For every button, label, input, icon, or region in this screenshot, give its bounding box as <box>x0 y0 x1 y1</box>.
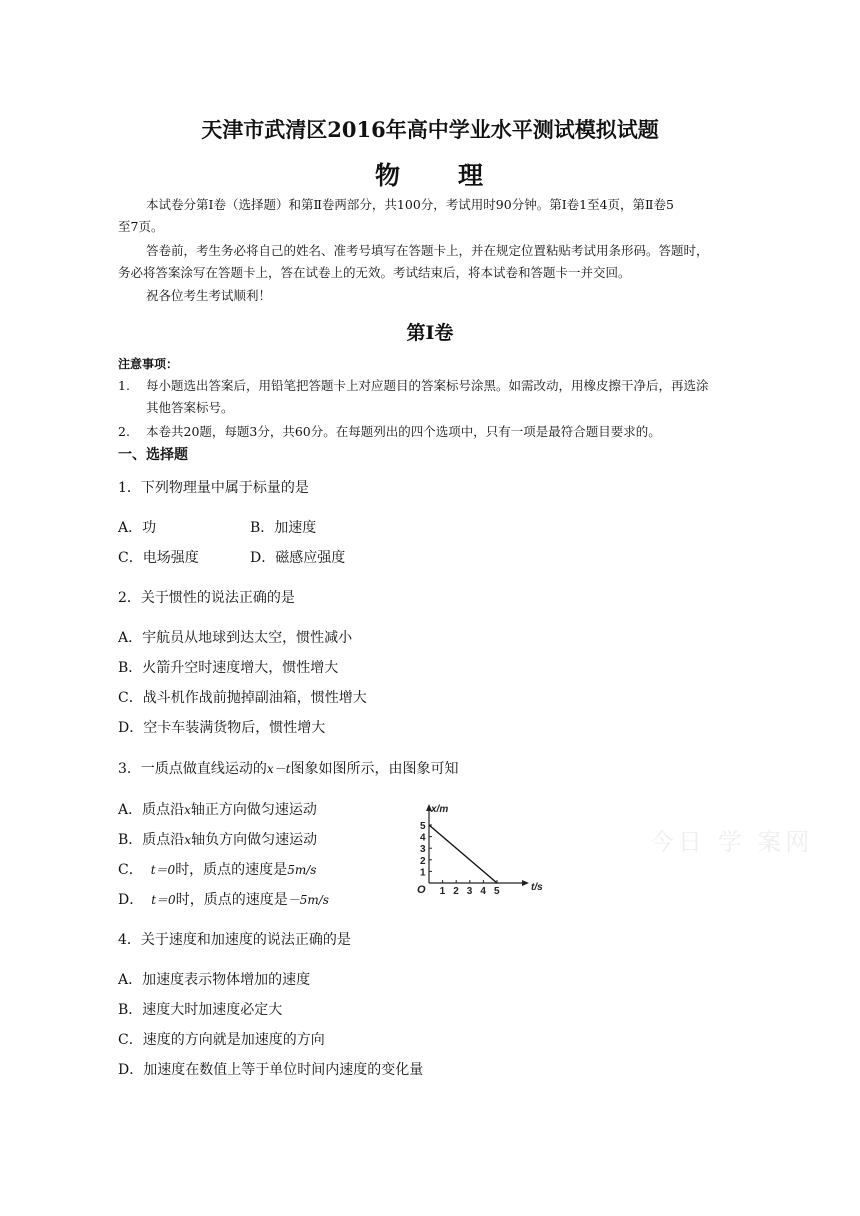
x-tick-label: 3 <box>466 886 473 897</box>
q1-option-a: A．功 <box>118 520 157 536</box>
xt-graph <box>415 800 545 900</box>
q4-stem: 4．关于速度和加速度的说法正确的是 <box>118 932 351 948</box>
intro-p1-line2: 至7页。 <box>118 219 164 234</box>
q3-d-mid: 时，质点的速度是 <box>175 892 288 908</box>
q3-a-variable: x <box>184 803 191 817</box>
q3-option-d <box>118 889 329 909</box>
q3-option-c <box>118 859 316 879</box>
q3-stem <box>118 758 459 778</box>
q4-option-a: A．加速度表示物体增加的速度 <box>118 972 311 988</box>
q3-d-variable: t＝0 <box>151 893 176 907</box>
note-2-number: 2. <box>118 424 130 439</box>
x-tick-label: 4 <box>480 886 486 897</box>
q1-option-b: B．加速度 <box>250 520 317 536</box>
series-line <box>429 825 497 883</box>
exam-title: 天津市武清区2016年高中学业水平测试模拟试题 <box>201 117 659 142</box>
q3-c-variable: t＝0 <box>150 863 176 877</box>
q3-stem-variable: x－t <box>266 762 291 776</box>
q3-d-pre: D． <box>118 892 144 908</box>
subject-title <box>0 156 860 192</box>
volume-title: 第Ⅰ卷 <box>406 322 454 344</box>
q2-option-a: A．宇航员从地球到达太空，惯性减小 <box>118 630 353 646</box>
q3-stem-pre: 3．一质点做直线运动的 <box>118 761 267 777</box>
notes-heading: 注意事项： <box>118 357 179 371</box>
q4-option-c: C．速度的方向就是加速度的方向 <box>118 1032 325 1048</box>
q3-b-variable: x <box>184 833 192 847</box>
intro-p2-line1: 答卷前，考生务必将自己的姓名、准考号填写在答题卡上，并在规定位置粘贴考试用条形码。答题时， <box>146 243 709 258</box>
note-1-line1: 每小题选出答案后，用铅笔把答题卡上对应题目的答案标号涂黑。如需改动，用橡皮擦干净后，再选涂 <box>146 378 709 393</box>
note-2-line1: 本卷共20题，每题3分，共60分。在每题列出的四个选项中，只有一项是最符合题目要求的。 <box>146 424 661 439</box>
q3-c-pre: C． <box>118 862 143 878</box>
intro-p3: 祝各位考生考试顺利！ <box>146 288 272 303</box>
intro-p1-line1: 本试卷分第Ⅰ卷（选择题）和第Ⅱ卷两部分，共100分，考试用时90分钟。第Ⅰ卷1至4页，第Ⅱ卷5 <box>146 197 674 212</box>
q2-option-d: D．空卡车装满货物后，惯性增大 <box>118 720 326 736</box>
q3-a-post: 轴正方向做匀速运动 <box>190 802 317 818</box>
x-axis-label: t/s <box>531 882 543 893</box>
q3-c-value: 5m/s <box>287 863 317 877</box>
q2-option-b: B．火箭升空时速度增大，惯性增大 <box>118 660 339 676</box>
q3-b-post: 轴负方向做匀速运动 <box>191 832 318 848</box>
watermark-text: 今日 学 案网 <box>650 828 814 856</box>
q3-stem-post: 图象如图所示，由图象可知 <box>290 761 459 777</box>
q1-option-d: D．磁感应强度 <box>250 550 346 566</box>
q3-c-mid: 时，质点的速度是 <box>175 862 288 878</box>
q2-option-c: C．战斗机作战前抛掉副油箱，惯性增大 <box>118 690 367 706</box>
q3-option-a <box>118 799 317 819</box>
y-tick-label: 3 <box>420 844 426 856</box>
subject-char-left: 物 <box>374 161 402 190</box>
q3-option-b <box>118 829 317 849</box>
note-1-number: 1. <box>118 378 130 393</box>
y-tick-label: 4 <box>420 832 426 844</box>
y-tick-label: 5 <box>420 821 426 832</box>
q3-b-pre: B．质点沿 <box>118 832 185 848</box>
y-tick-label: 1 <box>420 867 426 879</box>
intro-p2-line2: 务必将答案涂写在答题卡上，答在试卷上的无效。考试结束后，将本试卷和答题卡一并交回。 <box>118 265 631 280</box>
y-tick-label: 2 <box>420 855 426 867</box>
origin-label: O <box>417 884 426 896</box>
q3-a-pre: A．质点沿 <box>118 802 185 818</box>
q1-stem: 1．下列物理量中属于标量的是 <box>118 480 309 496</box>
x-tick-label: 1 <box>439 886 446 897</box>
section-title: 一、选择题 <box>118 447 188 463</box>
q1-option-c: C．电场强度 <box>118 550 199 566</box>
x-tick-label: 2 <box>453 886 459 897</box>
x-tick-label: 5 <box>494 886 500 897</box>
x-axis-arrow <box>522 880 529 886</box>
q3-d-value: －5m/s <box>287 893 329 907</box>
y-axis-label: x/m <box>431 804 449 815</box>
q4-option-b: B．速度大时加速度必定大 <box>118 1002 283 1018</box>
q4-option-d: D．加速度在数值上等于单位时间内速度的变化量 <box>118 1062 424 1078</box>
subject-char-right: 理 <box>458 161 486 190</box>
q2-stem: 2．关于惯性的说法正确的是 <box>118 590 295 606</box>
note-1-line2: 其他答案标号。 <box>146 400 234 415</box>
